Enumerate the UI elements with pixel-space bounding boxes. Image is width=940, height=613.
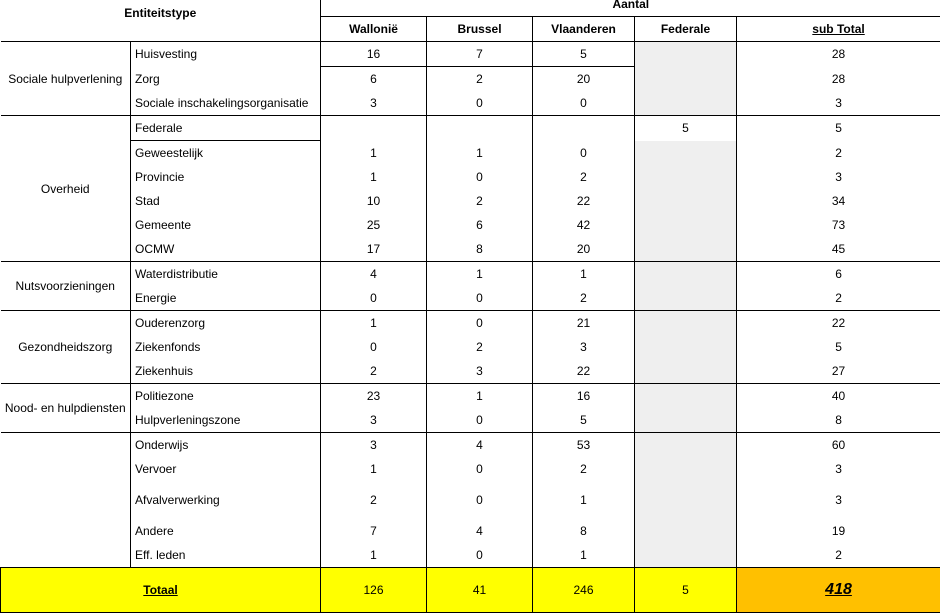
table-row: [1, 384, 940, 409]
table-row: [1, 141, 940, 166]
table-row: [1, 116, 940, 141]
table-row: [1, 165, 940, 189]
cell-federale: [635, 237, 737, 262]
cell-vlaanderen: 5: [533, 42, 635, 67]
row-label: Sociale inschakelingsorganisatie: [131, 91, 321, 116]
cell-federale: 5: [635, 116, 737, 141]
cell-federale: [635, 433, 737, 458]
cell-wallonie: 1: [321, 141, 427, 166]
cell-federale: [635, 141, 737, 166]
cell-vlaanderen: 1: [533, 543, 635, 568]
col-federale: Federale: [635, 17, 737, 42]
cell-federale: [635, 408, 737, 433]
table-body: [1, 42, 940, 568]
cell-brussel: 2: [427, 189, 533, 213]
cell-wallonie: 2: [321, 481, 427, 519]
cell-sub-total: 8: [737, 408, 940, 433]
col-vlaanderen: Vlaanderen: [533, 17, 635, 42]
cell-brussel: 0: [427, 311, 533, 336]
cell-wallonie: 3: [321, 433, 427, 458]
total-federale: 5: [635, 568, 737, 613]
cell-vlaanderen: 1: [533, 481, 635, 519]
cell-federale: [635, 165, 737, 189]
table-row: [1, 213, 940, 237]
row-label: Waterdistributie: [131, 262, 321, 287]
table-row: [1, 189, 940, 213]
aantal-header: Aantal: [321, 0, 940, 17]
cell-sub-total: 28: [737, 42, 940, 67]
cell-sub-total: 34: [737, 189, 940, 213]
total-row: [1, 568, 940, 613]
col-sub-total: sub Total: [737, 17, 940, 42]
row-label: OCMW: [131, 237, 321, 262]
cell-brussel: 0: [427, 481, 533, 519]
cell-vlaanderen: 22: [533, 359, 635, 384]
cell-brussel: 8: [427, 237, 533, 262]
cell-vlaanderen: 2: [533, 457, 635, 481]
cell-wallonie: 3: [321, 91, 427, 116]
cell-vlaanderen: 8: [533, 519, 635, 543]
cell-wallonie: 7: [321, 519, 427, 543]
row-label: Ziekenhuis: [131, 359, 321, 384]
cell-wallonie: 16: [321, 42, 427, 67]
cell-vlaanderen: 16: [533, 384, 635, 409]
total-vlaanderen: 246: [533, 568, 635, 613]
cell-wallonie: 0: [321, 335, 427, 359]
cell-vlaanderen: 2: [533, 165, 635, 189]
table-row: [1, 67, 940, 92]
cell-vlaanderen: 42: [533, 213, 635, 237]
total-brussel: 41: [427, 568, 533, 613]
cell-vlaanderen: 53: [533, 433, 635, 458]
cell-wallonie: 0: [321, 286, 427, 311]
group-label: Gezondheidszorg: [1, 311, 131, 384]
cell-brussel: 1: [427, 384, 533, 409]
table-row: [1, 262, 940, 287]
cell-vlaanderen: 22: [533, 189, 635, 213]
cell-vlaanderen: 20: [533, 67, 635, 92]
cell-sub-total: 2: [737, 286, 940, 311]
cell-vlaanderen: [533, 116, 635, 141]
table-row: [1, 311, 940, 336]
cell-wallonie: 25: [321, 213, 427, 237]
table-row: [1, 519, 940, 543]
cell-sub-total: 28: [737, 67, 940, 92]
cell-vlaanderen: 0: [533, 91, 635, 116]
table-row: [1, 286, 940, 311]
row-label: Huisvesting: [131, 42, 321, 67]
entity-type-header: Entiteitstype: [1, 0, 321, 42]
cell-brussel: 2: [427, 335, 533, 359]
cell-wallonie: 2: [321, 359, 427, 384]
cell-wallonie: 17: [321, 237, 427, 262]
total-label: Totaal: [1, 568, 321, 613]
cell-federale: [635, 359, 737, 384]
group-label: Nood- en hulpdiensten: [1, 384, 131, 433]
cell-federale: [635, 519, 737, 543]
cell-sub-total: 2: [737, 543, 940, 568]
table-row: [1, 433, 940, 458]
cell-brussel: 0: [427, 408, 533, 433]
cell-wallonie: 3: [321, 408, 427, 433]
table-row: [1, 42, 940, 67]
cell-federale: [635, 213, 737, 237]
cell-sub-total: 73: [737, 213, 940, 237]
cell-vlaanderen: 2: [533, 286, 635, 311]
cell-brussel: 0: [427, 286, 533, 311]
row-label: Hulpverleningszone: [131, 408, 321, 433]
cell-vlaanderen: 3: [533, 335, 635, 359]
cell-sub-total: 5: [737, 116, 940, 141]
cell-vlaanderen: 1: [533, 262, 635, 287]
cell-sub-total: 6: [737, 262, 940, 287]
cell-federale: [635, 67, 737, 92]
cell-wallonie: [321, 116, 427, 141]
cell-brussel: 3: [427, 359, 533, 384]
cell-sub-total: 3: [737, 91, 940, 116]
cell-sub-total: 3: [737, 481, 940, 519]
cell-federale: [635, 311, 737, 336]
row-label: Stad: [131, 189, 321, 213]
cell-brussel: 7: [427, 42, 533, 67]
row-label: Zorg: [131, 67, 321, 92]
cell-federale: [635, 42, 737, 67]
table-row: [1, 237, 940, 262]
cell-sub-total: 19: [737, 519, 940, 543]
cell-vlaanderen: 0: [533, 141, 635, 166]
col-brussel: Brussel: [427, 17, 533, 42]
group-label: Sociale hulpverlening: [1, 42, 131, 116]
cell-brussel: 1: [427, 141, 533, 166]
total-wallonie: 126: [321, 568, 427, 613]
cell-federale: [635, 543, 737, 568]
row-label: Energie: [131, 286, 321, 311]
cell-brussel: 1: [427, 262, 533, 287]
cell-sub-total: 3: [737, 457, 940, 481]
row-label: Onderwijs: [131, 433, 321, 458]
table-row: [1, 543, 940, 568]
cell-federale: [635, 189, 737, 213]
cell-vlaanderen: 5: [533, 408, 635, 433]
cell-federale: [635, 457, 737, 481]
cell-wallonie: 1: [321, 165, 427, 189]
cell-federale: [635, 384, 737, 409]
table-row: [1, 481, 940, 519]
row-label: Geweestelijk: [131, 141, 321, 166]
cell-sub-total: 45: [737, 237, 940, 262]
cell-sub-total: 5: [737, 335, 940, 359]
cell-federale: [635, 91, 737, 116]
cell-brussel: 0: [427, 543, 533, 568]
row-label: Ziekenfonds: [131, 335, 321, 359]
cell-sub-total: 22: [737, 311, 940, 336]
cell-brussel: 0: [427, 165, 533, 189]
cell-sub-total: 60: [737, 433, 940, 458]
cell-wallonie: 1: [321, 543, 427, 568]
cell-brussel: 4: [427, 433, 533, 458]
group-label: Nutsvoorzieningen: [1, 262, 131, 311]
row-label: Andere: [131, 519, 321, 543]
table-row: [1, 408, 940, 433]
cell-wallonie: 23: [321, 384, 427, 409]
cell-wallonie: 4: [321, 262, 427, 287]
row-label: Ouderenzorg: [131, 311, 321, 336]
cell-wallonie: 1: [321, 311, 427, 336]
cell-brussel: 6: [427, 213, 533, 237]
row-label: Eff. leden: [131, 543, 321, 568]
group-label: Overheid: [1, 116, 131, 262]
table-row: [1, 335, 940, 359]
cell-brussel: 0: [427, 91, 533, 116]
cell-brussel: [427, 116, 533, 141]
table-row: [1, 359, 940, 384]
cell-federale: [635, 286, 737, 311]
cell-brussel: 0: [427, 457, 533, 481]
cell-sub-total: 2: [737, 141, 940, 166]
cell-federale: [635, 481, 737, 519]
row-label: Vervoer: [131, 457, 321, 481]
group-label: [1, 433, 131, 568]
row-label: Politiezone: [131, 384, 321, 409]
cell-federale: [635, 262, 737, 287]
cell-vlaanderen: 21: [533, 311, 635, 336]
table-row: [1, 91, 940, 116]
col-wallonie: Wallonië: [321, 17, 427, 42]
cell-sub-total: 40: [737, 384, 940, 409]
cell-sub-total: 3: [737, 165, 940, 189]
row-label: Afvalverwerking: [131, 481, 321, 519]
cell-brussel: 4: [427, 519, 533, 543]
cell-brussel: 2: [427, 67, 533, 92]
grand-total: 418: [737, 568, 940, 613]
row-label: Provincie: [131, 165, 321, 189]
row-label: Federale: [131, 116, 321, 141]
cell-wallonie: 10: [321, 189, 427, 213]
cell-wallonie: 6: [321, 67, 427, 92]
cell-vlaanderen: 20: [533, 237, 635, 262]
cell-sub-total: 27: [737, 359, 940, 384]
table-row: [1, 457, 940, 481]
row-label: Gemeente: [131, 213, 321, 237]
cell-wallonie: 1: [321, 457, 427, 481]
cell-federale: [635, 335, 737, 359]
